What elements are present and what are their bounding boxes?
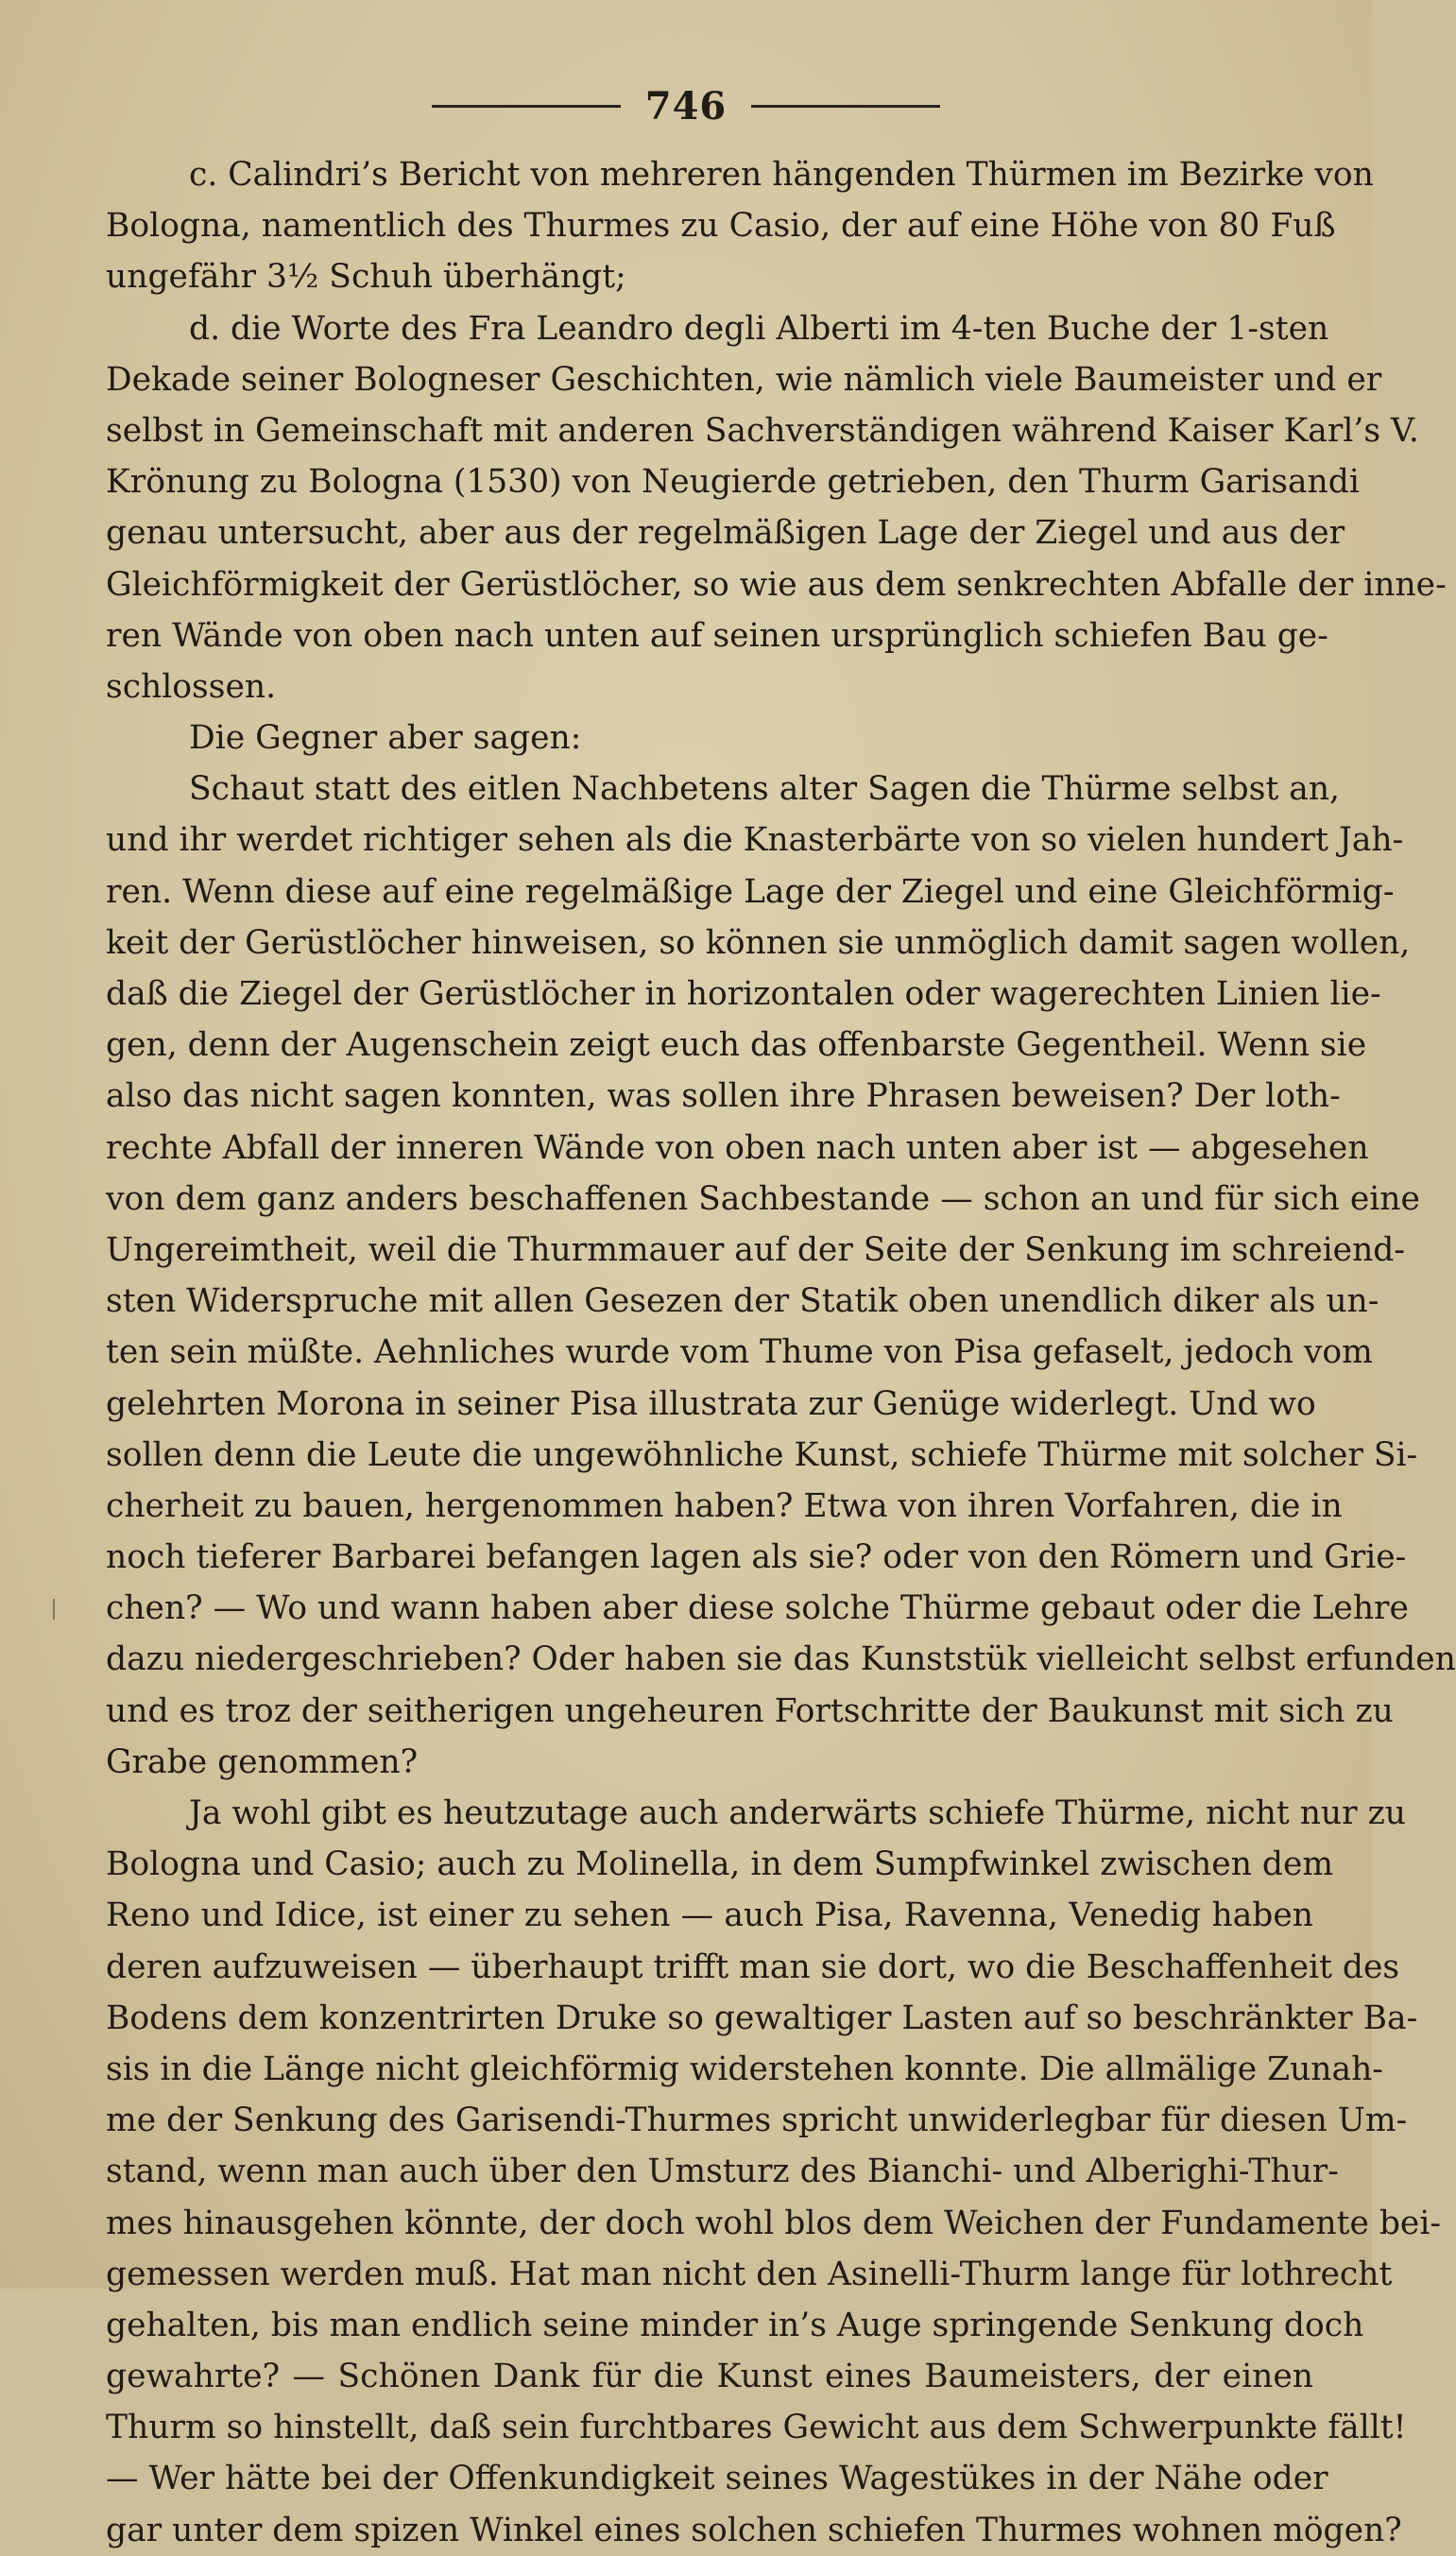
- text-line: von dem ganz anders beschaffenen Sachbestande — schon an und für sich eine: [106, 1179, 1420, 1218]
- text-line: daß die Ziegel der Gerüstlöcher in horizontalen oder wagerechten Linien lie-: [106, 975, 1381, 1013]
- text-line: Bodens dem konzentrirten Druke so gewaltiger Lasten auf so beschränkter Ba-: [106, 1998, 1418, 2037]
- text-line: Reno und Idice, ist einer zu sehen — auch Pisa, Ravenna, Venedig haben: [106, 1896, 1313, 1935]
- text-line: keit der Gerüstlöcher hinweisen, so können sie unmöglich damit sagen wollen,: [106, 923, 1411, 962]
- text-line: schlossen.: [106, 667, 277, 706]
- text-line: Gleichförmigkeit der Gerüstlöcher, so wie aus dem senkrechten Abfalle der inne-: [106, 565, 1447, 604]
- text-line: Thurm so hinstellt, daß sein furchtbares Gewicht aus dem Schwerpunkte fällt!: [106, 2409, 1407, 2447]
- text-line: gen, denn der Augenschein zeigt euch das offenbarste Gegentheil. Wenn sie: [106, 1026, 1367, 1065]
- text-line: gewahrte? — Schönen Dank für die Kunst eines Baumeisters, der einen: [106, 2358, 1313, 2396]
- text-line: rechte Abfall der inneren Wände von oben nach unten aber ist — abgesehen: [106, 1128, 1369, 1167]
- text-line: chen? — Wo und wann haben aber diese solche Thürme gebaut oder die Lehre: [106, 1589, 1409, 1628]
- text-line: genau untersucht, aber aus der regelmäßigen Lage der Ziegel und aus der: [106, 514, 1345, 553]
- page-number: 746: [644, 83, 728, 129]
- text-line: Ja wohl gibt es heutzutage auch anderwärts schiefe Thürme, nicht nur zu: [189, 1794, 1407, 1832]
- text-line: Die Gegner aber sagen:: [189, 719, 582, 758]
- text-line: gar unter dem spizen Winkel eines solchen schiefen Thurmes wohnen mögen?: [106, 2511, 1402, 2549]
- text-line: ren Wände von oben nach unten auf seinen ursprünglich schiefen Bau ge-: [106, 616, 1328, 655]
- text-line: gehalten, bis man endlich seine minder in’s Auge springende Senkung doch: [106, 2306, 1364, 2344]
- paragraph-d: [106, 303, 1447, 713]
- text-line: sten Widerspruche mit allen Gesezen der Statik oben unendlich diker als un-: [106, 1282, 1379, 1321]
- text-line: Dekade seiner Bologneser Geschichten, wie nämlich viele Baumeister und er: [106, 360, 1382, 399]
- header-rule-left: [432, 105, 621, 108]
- text-line: ungefähr 3½ Schuh überhängt;: [106, 258, 626, 297]
- paragraph-ja-wohl: [106, 1788, 1442, 2556]
- text-line: mes hinausgehen könnte, der doch wohl blos dem Weichen der Fundamente bei-: [106, 2204, 1442, 2242]
- text-line: also das nicht sagen konnten, was sollen ihre Phrasen beweisen? Der loth-: [106, 1077, 1341, 1116]
- text-line: me der Senkung des Garisendi-Thurmes spricht unwiderlegbar für diesen Um-: [106, 2101, 1408, 2140]
- text-line: Krönung zu Bologna (1530) von Neugierde getrieben, den Thurm Garisandi: [106, 463, 1360, 502]
- text-line: noch tieferer Barbarei befangen lagen als sie? oder von den Römern und Grie-: [106, 1538, 1407, 1577]
- body-text: [106, 149, 1456, 2556]
- text-line: stand, wenn man auch über den Umsturz des Bianchi- und Alberighi-Thur-: [106, 2153, 1339, 2191]
- text-line: dazu niedergeschrieben? Oder haben sie das Kunststük vielleicht selbst erfunden: [106, 1640, 1456, 1679]
- text-line: Grabe genommen?: [106, 1742, 419, 1781]
- paragraph-gegner: [106, 763, 1456, 1788]
- text-line: ten sein müßte. Aehnliches wurde vom Thume von Pisa gefaselt, jedoch vom: [106, 1333, 1373, 1372]
- text-line: cherheit zu bauen, hergenommen haben? Etwa von ihren Vorfahren, die in: [106, 1486, 1343, 1525]
- text-line: d. die Worte des Fra Leandro degli Alberti im 4-ten Buche der 1-sten: [189, 309, 1329, 348]
- paragraph-c: [106, 149, 1374, 303]
- text-line: — Wer hätte bei der Offenkundigkeit seines Wagestükes in der Nähe oder: [106, 2460, 1328, 2498]
- text-line: ren. Wenn diese auf eine regelmäßige Lage der Ziegel und eine Gleichförmig-: [106, 872, 1395, 911]
- text-line: deren aufzuweisen — überhaupt trifft man sie dort, wo die Beschaffenheit des: [106, 1947, 1400, 1986]
- text-line: c. Calindri’s Bericht von mehreren hängenden Thürmen im Bezirke von: [189, 156, 1374, 194]
- text-line: Ungereimtheit, weil die Thurmmauer auf der Seite der Senkung im schreiend-: [106, 1230, 1406, 1269]
- text-line: gelehrten Morona in seiner Pisa illustrata zur Genüge widerlegt. Und wo: [106, 1384, 1316, 1423]
- text-line: Bologna und Casio; auch zu Molinella, in dem Sumpfwinkel zwischen dem: [106, 1845, 1334, 1884]
- page-header: [0, 77, 1372, 134]
- text-line: gemessen werden muß. Hat man nicht den Asinelli-Thurm lange für lothrecht: [106, 2255, 1393, 2293]
- text-line: selbst in Gemeinschaft mit anderen Sachverständigen während Kaiser Karl’s V.: [106, 411, 1419, 450]
- margin-mark: [53, 1599, 55, 1620]
- text-line: Bologna, namentlich des Thurmes zu Casio, der auf eine Höhe von 80 Fuß: [106, 207, 1336, 246]
- text-line: und es troz der seitherigen ungeheuren Fortschritte der Baukunst mit sich zu: [106, 1691, 1394, 1730]
- text-line: sis in die Länge nicht gleichförmig widerstehen konnte. Die allmälige Zunah-: [106, 2050, 1383, 2088]
- text-line: und ihr werdet richtiger sehen als die Knasterbärte von so vielen hundert Jah-: [106, 821, 1404, 860]
- text-line: sollen denn die Leute die ungewöhnliche Kunst, schiefe Thürme mit solcher Si-: [106, 1435, 1418, 1474]
- header-rule-right: [751, 105, 940, 108]
- paragraph-gegner-intro: [106, 712, 1313, 763]
- text-line: Schaut statt des eitlen Nachbetens alter Sagen die Thürme selbst an,: [189, 770, 1341, 809]
